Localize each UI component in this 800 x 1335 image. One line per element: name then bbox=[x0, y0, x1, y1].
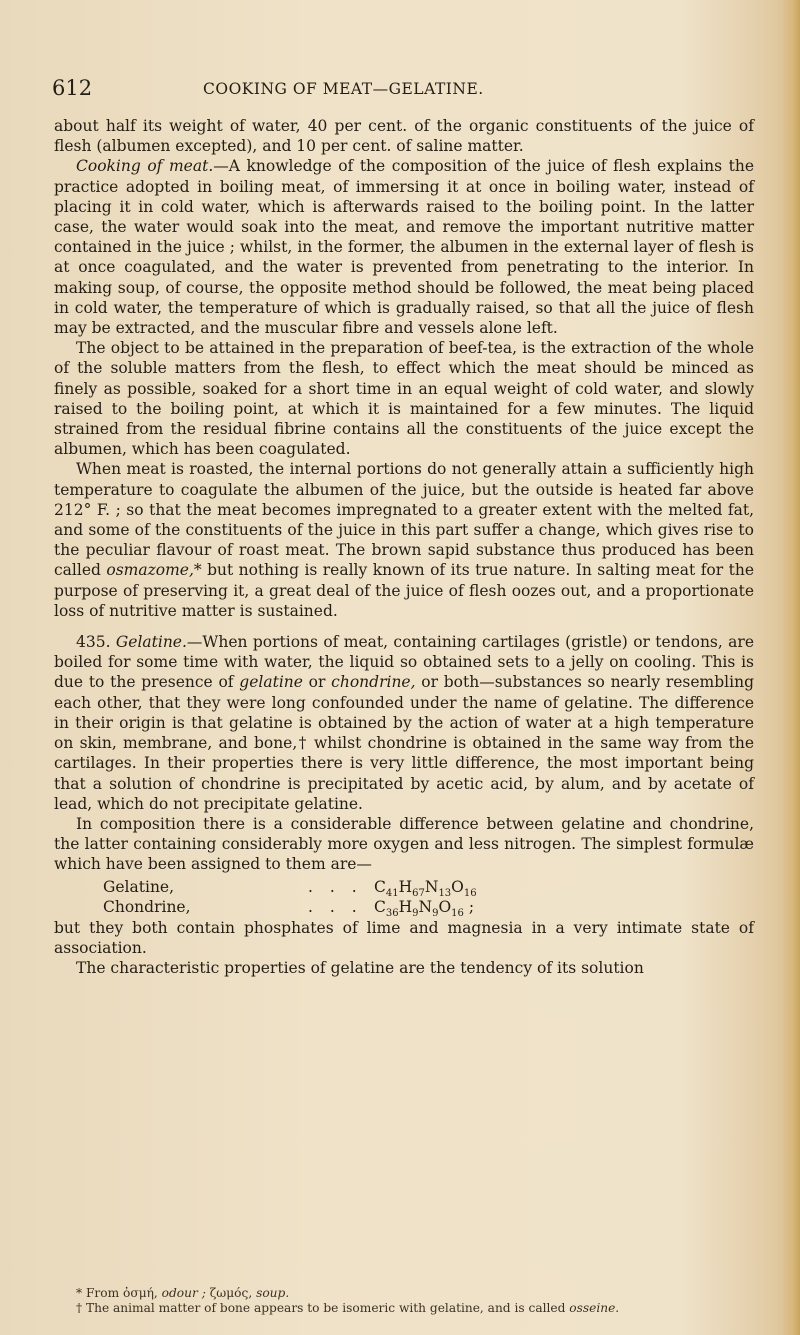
footnotes bbox=[54, 1286, 754, 1315]
term-gelatine: gelatine bbox=[239, 673, 303, 692]
footnote-osseine: † The animal matter of bone appears to be isomeric with gelatine, and is called osseine. bbox=[76, 1300, 620, 1315]
formula-value: $C_{36}H_9N_9O_{16}$ ; bbox=[374, 898, 475, 920]
page-edge bbox=[782, 0, 800, 1335]
body-text bbox=[54, 116, 754, 978]
paragraph-continued: about half its weight of water, 40 per cent. of the organic constituents of the juice of flesh (albumen excepted), and 10 per cent. of saline matter. bbox=[54, 117, 754, 156]
paragraph-text: —When portions of meat, containing cartilages (gristle) or tendons, are boiled for some time with water, the liquid so obtained sets to a jelly on cooling. This is due to the presence of bbox=[54, 633, 754, 692]
article-number: 435. bbox=[76, 633, 111, 652]
paragraph-cooking-of-meat bbox=[54, 156, 754, 338]
page-header bbox=[52, 76, 752, 104]
formula-name: Gelatine, bbox=[103, 877, 175, 896]
paragraph-text: —A knowledge of the composition of the juice of flesh explains the practice adopted in boiling meat, of immersing it at once in boiling water, instead of placing it in cold water, which is afterwards raised to the boiling point. In the latter case, the water would soak into the meat, and remove the important nutritive matter contained in the juice ; whilst, in the former, the albumen in the external layer of flesh is at once coagulated, and the water is prevented from penetrating to the interior. In making soup, of course, the opposite method should be followed, the meat being placed in cold water, the temperature of which is gradually raised, so that all the juice of flesh may be extracted, and the muscular fibre and vessels alone left. bbox=[54, 157, 754, 338]
paragraph-text: or bbox=[302, 673, 332, 692]
run-in-heading: Cooking of meat. bbox=[76, 157, 214, 176]
term-chondrine: chondrine, bbox=[331, 673, 416, 692]
formula-row bbox=[54, 877, 754, 898]
formula-leader: . . . bbox=[308, 898, 363, 917]
article-heading: Gelatine. bbox=[115, 633, 187, 652]
paragraph-characteristic: The characteristic properties of gelatine are the tendency of its solution bbox=[76, 958, 644, 977]
formula-leader: . . . bbox=[308, 877, 363, 896]
running-title: COOKING OF MEAT—GELATINE. bbox=[203, 80, 484, 98]
page-number: 612 bbox=[52, 76, 93, 100]
term-osmazome: osmazome,* bbox=[106, 561, 202, 580]
paragraph-roasting bbox=[54, 459, 754, 621]
footnote-osmazome: * From ὀσμή, odour ; ζωμός, soup. bbox=[76, 1286, 290, 1300]
paragraph-text: When meat is roasted, the internal portions do not generally attain a sufficiently high temperature to coagulate the albumen of the juice, but the outside is heated far above 212° F. ; so that the meat becomes impregnated to a greater extent with the melted fat, and some of the constituents of the juice in this part suffer a change, which gives rise to the peculiar flavour of roast meat. The brown sapid substance thus produced has been called bbox=[54, 460, 754, 580]
paragraph-text: or both—substances so nearly resembling each other, that they were long confounded under the name of gelatine. The difference in their origin is that gelatine is obtained by the action of water at a high temperature on skin, membrane, and bone,† whilst chondrine is obtained in the same way from the cartilages. In their properties there is very little difference, the most important being that a solution of chondrine is precipitated by acetic acid, by alum, and by acetate of lead, which do not precipitate gelatine. bbox=[54, 673, 754, 813]
formula-table bbox=[54, 877, 754, 918]
paragraph-beef-tea: The object to be attained in the preparation of beef-tea, is the extraction of the whole of the soluble matters from the flesh, to effect which the meat should be minced as finely as possible, soaked for a short time in an equal weight of cold water, and slowly raised to the boiling point, at which it is maintained for a few minutes. The liquid strained from the residual fibrine contains all the constituents of the juice except the albumen, which has been coagulated. bbox=[54, 339, 754, 459]
paragraph-text: but nothing is really known of its true nature. In salting meat for the purpose of preserving it, a great deal of the juice of flesh oozes out, and a proportionate loss of nutritive matter is sustained. bbox=[54, 561, 754, 620]
formula-row bbox=[54, 897, 754, 918]
paragraph-composition: In composition there is a considerable difference between gelatine and chondrine, the latter containing considerably more oxygen and less nitrogen. The simplest formulæ which have been assigned to them are— bbox=[54, 814, 754, 874]
paragraph-gelatine bbox=[54, 632, 754, 814]
formula-name: Chondrine, bbox=[103, 898, 191, 917]
paragraph-phosphates: but they both contain phosphates of lime and magnesia in a very intimate state of association. bbox=[54, 918, 754, 957]
formula-value: $C_{41}H_{67}N_{13}O_{16}$ bbox=[374, 877, 477, 899]
